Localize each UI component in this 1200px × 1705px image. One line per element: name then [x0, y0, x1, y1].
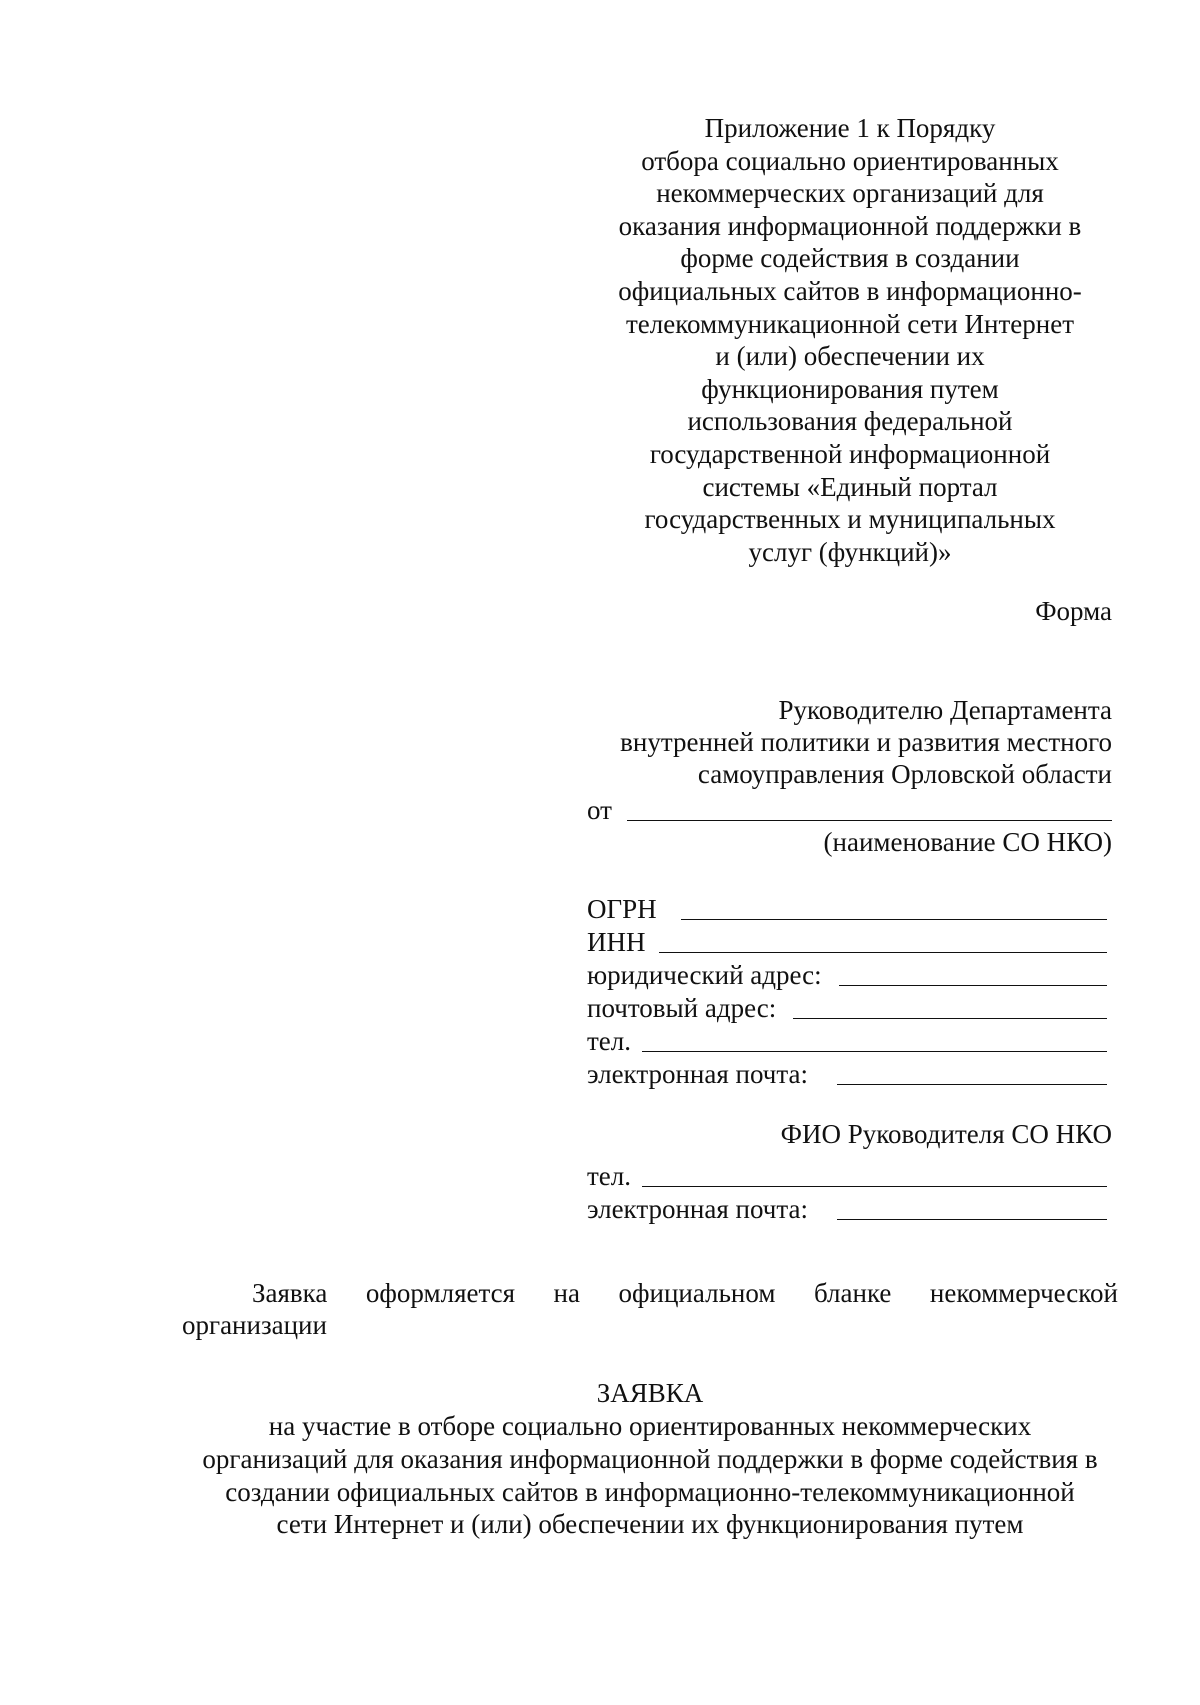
letterhead-note	[182, 1277, 1118, 1341]
ogrn-label: ОГРН	[587, 894, 657, 924]
head-phone-blank-line[interactable]	[642, 1186, 1107, 1187]
legal-address-blank-line[interactable]	[839, 985, 1107, 986]
head-email-field[interactable]	[587, 1193, 1107, 1225]
appendix-line: некоммерческих организаций для	[656, 178, 1044, 209]
application-subtitle-line: сети Интернет и (или) обеспечении их функционирования путем	[276, 1509, 1024, 1540]
appendix-line: форме содействия в создании	[680, 243, 1020, 274]
appendix-line: и (или) обеспечении их	[715, 341, 985, 372]
inn-blank-line[interactable]	[659, 952, 1107, 953]
legal-address-label: юридический адрес:	[587, 960, 822, 990]
inn-field[interactable]	[587, 926, 1107, 958]
application-subtitle-line: организаций для оказания информационной поддержки в форме содействия в	[202, 1443, 1098, 1474]
from-field[interactable]	[587, 794, 1112, 826]
appendix-line: государственной информационной	[649, 438, 1051, 469]
head-email-blank-line[interactable]	[837, 1219, 1107, 1220]
appendix-line: системы «Единый портал	[702, 471, 998, 502]
appendix-line: государственных и муниципальных	[644, 504, 1056, 535]
head-name-heading: ФИО Руководителя СО НКО	[780, 1119, 1112, 1149]
appendix-line: использования федеральной	[687, 406, 1013, 437]
addressee-line: самоуправления Орловской области	[697, 759, 1112, 789]
addressee-line: Руководителю Департамента	[778, 695, 1112, 725]
from-blank-line[interactable]	[627, 820, 1112, 821]
from-note: (наименование СО НКО)	[823, 827, 1112, 857]
legal-address-field[interactable]	[587, 959, 1107, 991]
appendix-line: официальных сайтов в информационно-	[618, 275, 1082, 306]
appendix-line: функционирования путем	[701, 373, 999, 404]
phone-field[interactable]	[587, 1025, 1107, 1057]
appendix-line: телекоммуникационной сети Интернет	[626, 308, 1074, 339]
postal-address-label: почтовый адрес:	[587, 993, 777, 1023]
application-title: ЗАЯВКА	[596, 1378, 704, 1408]
application-subtitle	[150, 1410, 1150, 1541]
addressee-line: внутренней политики и развития местного	[620, 727, 1112, 757]
email-label: электронная почта:	[587, 1059, 808, 1089]
phone-blank-line[interactable]	[642, 1051, 1107, 1052]
postal-address-field[interactable]	[587, 992, 1107, 1024]
postal-address-blank-line[interactable]	[793, 1018, 1107, 1019]
appendix-line: отбора социально ориентированных	[641, 145, 1059, 176]
appendix-header	[600, 112, 1100, 568]
ogrn-blank-line[interactable]	[681, 919, 1107, 920]
appendix-line: услуг (функций)»	[748, 536, 952, 567]
email-field[interactable]	[587, 1058, 1107, 1090]
head-phone-field[interactable]	[587, 1160, 1107, 1192]
note-line: Заявка оформляется на официальном бланке некоммерческой	[252, 1278, 1118, 1308]
appendix-line: оказания информационной поддержки в	[618, 210, 1082, 241]
inn-label: ИНН	[587, 927, 646, 957]
email-blank-line[interactable]	[837, 1084, 1107, 1085]
note-line: организации	[182, 1310, 327, 1340]
appendix-line: Приложение 1 к Порядку	[704, 113, 996, 143]
phone-label: тел.	[587, 1026, 632, 1056]
from-label: от	[587, 795, 612, 825]
addressee-block	[552, 694, 1112, 790]
ogrn-field[interactable]	[587, 893, 1107, 925]
form-label: Форма	[1035, 596, 1112, 626]
application-subtitle-line: создании официальных сайтов в информационно-телекоммуникационной	[225, 1476, 1075, 1507]
application-subtitle-line: на участие в отборе социально ориентированных некоммерческих	[268, 1411, 1032, 1441]
head-phone-label: тел.	[587, 1161, 632, 1191]
head-email-label: электронная почта:	[587, 1194, 808, 1224]
